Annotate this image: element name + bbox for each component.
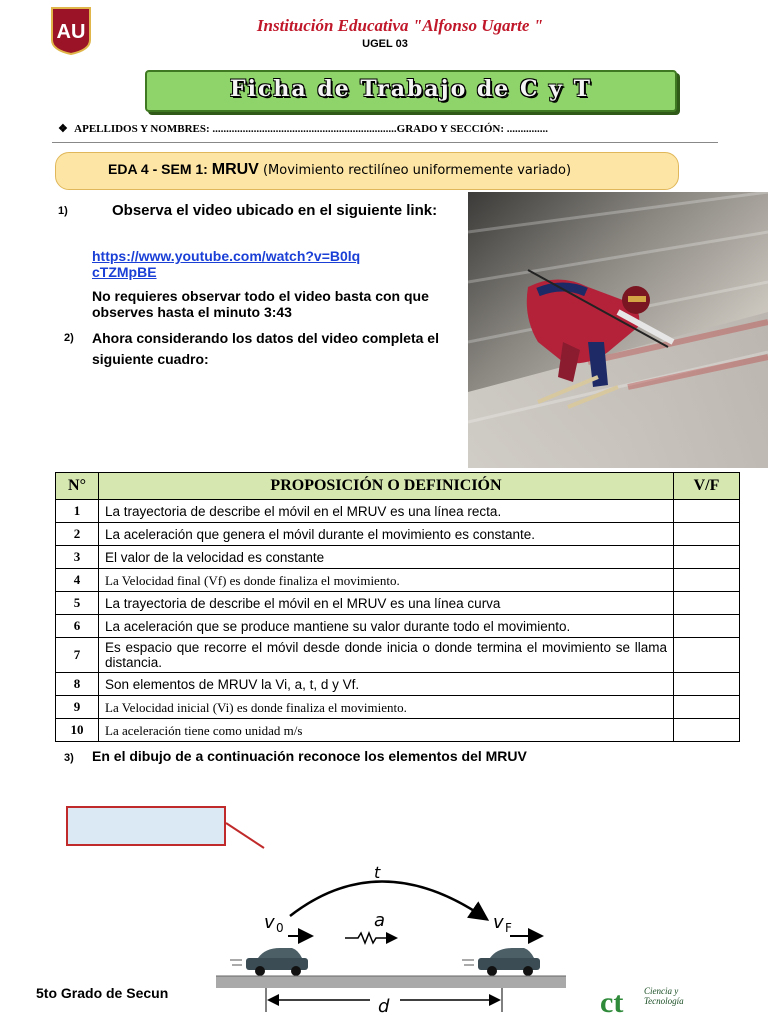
table-header-vf: V/F — [674, 473, 740, 500]
ct-logo-line-2: Tecnología — [644, 996, 684, 1006]
ct-logo-text — [644, 986, 684, 1006]
row-proposition: La trayectoria de describe el móvil en el MRUV es una línea recta. — [99, 500, 674, 523]
row-proposition: La Velocidad final (Vf) es donde finaliza el movimiento. — [99, 569, 674, 592]
vf-answer-cell[interactable] — [674, 615, 740, 638]
table-row — [56, 673, 740, 696]
video-link[interactable]: https://www.youtube.com/watch?v=B0lqcTZMpBE — [92, 248, 361, 280]
divider — [52, 142, 718, 143]
school-logo — [50, 6, 92, 56]
car-start-icon — [230, 948, 308, 976]
student-info-line — [58, 122, 718, 135]
banner-title: Ficha de Trabajo de C y T — [230, 76, 592, 102]
row-number: 1 — [56, 500, 99, 523]
student-info-text: APELLIDOS Y NOMBRES: ...................................................................GRADO Y SECCIÓN: ............... — [74, 123, 548, 135]
vf-answer-cell[interactable] — [674, 673, 740, 696]
row-proposition: La trayectoria de describe el móvil en el MRUV es una línea curva — [99, 592, 674, 615]
row-number: 9 — [56, 696, 99, 719]
diamond-bullet-icon: ❖ — [58, 123, 68, 135]
table-row — [56, 696, 740, 719]
acceleration-label: a — [374, 910, 386, 931]
institution-title: Institución Educativa "Alfonso Ugarte " — [256, 16, 544, 35]
table-row — [56, 592, 740, 615]
row-proposition: La aceleración que genera el móvil durante el movimiento es constante. — [99, 523, 674, 546]
question-3-instruction: En el dibujo de a continuación reconoce los elementos del MRUV — [92, 748, 527, 764]
final-velocity-subscript: F — [505, 921, 512, 935]
time-label: t — [374, 863, 381, 882]
distance-label: d — [378, 996, 390, 1016]
final-velocity-label: v — [493, 912, 504, 933]
question-2-instruction: Ahora considerando los datos del video completa el siguiente cuadro: — [92, 330, 439, 367]
table-row — [56, 523, 740, 546]
vf-answer-cell[interactable] — [674, 500, 740, 523]
row-number: 5 — [56, 592, 99, 615]
question-3-number: 3) — [64, 752, 74, 764]
table-row — [56, 719, 740, 742]
video-note: No requieres observar todo el video basta con que observes hasta el minuto 3:43 — [92, 288, 429, 320]
vf-answer-cell[interactable] — [674, 523, 740, 546]
row-number: 4 — [56, 569, 99, 592]
row-proposition: El valor de la velocidad es constante — [99, 546, 674, 569]
table-row — [56, 638, 740, 673]
propositions-table — [55, 472, 740, 742]
vf-answer-cell[interactable] — [674, 696, 740, 719]
row-proposition: Es espacio que recorre el móvil desde donde inicia o donde termina el movimiento se llama distancia. — [99, 638, 674, 673]
ct-logo-line-1: Ciencia y — [644, 986, 679, 996]
table-row — [56, 500, 740, 523]
eda-title — [108, 161, 571, 179]
row-number: 7 — [56, 638, 99, 673]
car-end-icon — [462, 948, 540, 976]
row-proposition: La aceleración tiene como unidad m/s — [99, 719, 674, 742]
table-row — [56, 569, 740, 592]
ugel-label: UGEL 03 — [362, 38, 408, 50]
acceleration-arrow — [345, 933, 395, 943]
initial-velocity-subscript: 0 — [276, 921, 284, 935]
eda-topic: MRUV — [211, 161, 259, 178]
worksheet-banner — [145, 70, 677, 112]
answer-box[interactable] — [66, 806, 226, 846]
footer-grade: 5to Grado de Secun — [36, 985, 169, 1001]
row-number: 8 — [56, 673, 99, 696]
vf-answer-cell[interactable] — [674, 719, 740, 742]
road — [216, 976, 566, 988]
vf-answer-cell[interactable] — [674, 569, 740, 592]
mruv-diagram — [210, 856, 570, 1016]
pointer-line — [224, 820, 268, 852]
row-proposition: La Velocidad inicial (Vi) es donde finaliza el movimiento. — [99, 696, 674, 719]
row-proposition: Son elementos de MRUV la Vi, a, t, d y Vf. — [99, 673, 674, 696]
initial-velocity-label: v — [264, 912, 275, 933]
vf-answer-cell[interactable] — [674, 592, 740, 615]
row-number: 3 — [56, 546, 99, 569]
table-row — [56, 615, 740, 638]
table-row — [56, 546, 740, 569]
question-2-number: 2) — [64, 332, 74, 344]
row-number: 6 — [56, 615, 99, 638]
question-1-number: 1) — [58, 205, 68, 217]
question-1-instruction: Observa el video ubicado en el siguiente link: — [112, 202, 438, 219]
row-number: 10 — [56, 719, 99, 742]
eda-prefix: EDA 4 - SEM 1: — [108, 161, 212, 177]
row-proposition: La aceleración que se produce mantiene su valor durante todo el movimiento. — [99, 615, 674, 638]
table-header-proposition: PROPOSICIÓN O DEFINICIÓN — [99, 473, 674, 500]
row-number: 2 — [56, 523, 99, 546]
time-arc — [290, 881, 485, 918]
vf-answer-cell[interactable] — [674, 638, 740, 673]
ct-logo-mark: ct — [600, 986, 624, 1018]
vf-answer-cell[interactable] — [674, 546, 740, 569]
skier-photo — [468, 192, 768, 468]
logo-text: AU — [56, 21, 86, 43]
eda-description: (Movimiento rectilíneo uniformemente variado) — [258, 163, 572, 178]
table-header-number: N° — [56, 473, 99, 500]
eda-title-box — [55, 152, 679, 190]
